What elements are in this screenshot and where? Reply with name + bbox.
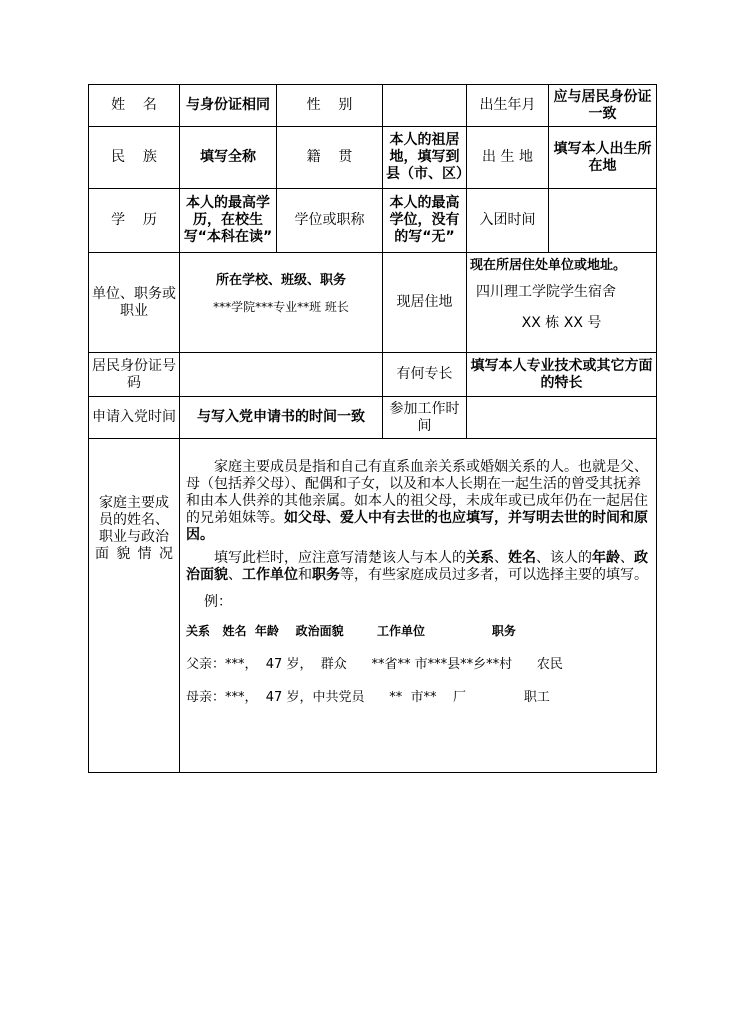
unit-value[interactable] (180, 253, 383, 353)
id-label: 居民身份证号码 (89, 353, 180, 397)
residence-line-1: 现在所居住处单位或地址。 (470, 258, 627, 273)
residence-line-2: 四川理工学院学生宿舍 (476, 284, 616, 300)
family-example-row-mother: 母亲：***， 47 岁，中共党员 ** 市** 厂 职工 (186, 690, 550, 705)
family-paragraph-2: 填写此栏时，应注意写清楚该人与本人的关系、姓名、该人的年龄、政治面貌、工作单位和职务等，有些家庭成员过多者，可以选择主要的填写。 (186, 550, 648, 583)
skill-value[interactable]: 填写本人专业技术或其它方面的特长 (467, 353, 657, 397)
skill-label: 有何专长 (383, 353, 467, 397)
unit-value-line-1: 所在学校、班级、职务 (215, 273, 346, 288)
unit-value-line-2: ***学院***专业**班 班长 (213, 300, 349, 314)
family-content[interactable] (180, 439, 657, 773)
family-paragraph-1: 家庭主要成员是指和自己有直系血亲关系或婚姻关系的人。也就是父、母（包括养父母）、配偶和子女，以及和本人长期在一起生活的曾受其抚养和由本人供养的其他亲属。如本人的祖父母，未成年或已成年仍在一起居住的兄弟姐妹等。如父母、爱人中有去世的也应填写，并写明去世的时间和原因。 (186, 459, 648, 543)
apply-value[interactable]: 与写入党申请书的时间一致 (180, 397, 383, 439)
origin-label: 籍 贯 (277, 127, 383, 189)
birthplace-label: 出 生 地 (467, 127, 549, 189)
birth-value[interactable]: 应与居民身份证一致 (549, 85, 657, 127)
degree-label: 学位或职称 (277, 189, 383, 253)
residence-label: 现居住地 (383, 253, 467, 353)
application-form-table (88, 84, 657, 773)
work-label: 参加工作时 间 (383, 397, 467, 439)
family-example-row-father: 父亲：***， 47 岁， 群众 **省** 市***县**乡**村 农民 (186, 657, 563, 672)
residence-line-3: XX 栋 XX 号 (521, 315, 602, 331)
education-value[interactable]: 本人的最高学历，在校生写“本科在读” (180, 189, 277, 253)
origin-value[interactable]: 本人的祖居地，填写到县（市、区） (383, 127, 467, 189)
birthplace-value[interactable]: 填写本人出生所在地 (549, 127, 657, 189)
league-value[interactable] (549, 189, 657, 253)
family-example-label: 例： (204, 594, 232, 610)
gender-value[interactable] (383, 85, 467, 127)
family-label: 家庭主要成员的姓名、职业与政治面貌情况 (89, 439, 180, 773)
apply-label: 申请入党时间 (89, 397, 180, 439)
ethnicity-value[interactable]: 填写全称 (180, 127, 277, 189)
education-label: 学 历 (89, 189, 180, 253)
gender-label: 性 别 (277, 85, 383, 127)
name-value[interactable]: 与身份证相同 (180, 85, 277, 127)
league-label: 入团时间 (467, 189, 549, 253)
residence-value[interactable] (467, 253, 657, 353)
family-example-header: 关系 姓名 年龄 政治面貌 工作单位 职务 (186, 624, 516, 638)
id-value[interactable] (180, 353, 383, 397)
name-label: 姓 名 (89, 85, 180, 127)
ethnicity-label: 民 族 (89, 127, 180, 189)
work-value[interactable] (467, 397, 657, 439)
birth-label: 出生年月 (467, 85, 549, 127)
family-paragraph-1-bold: 如父母、爱人中有去世的也应填写，并写明去世的时间和原因。 (186, 510, 648, 543)
degree-value[interactable]: 本人的最高学位，没有的写“无” (383, 189, 467, 253)
unit-label: 单位、职务或职业 (89, 253, 180, 353)
